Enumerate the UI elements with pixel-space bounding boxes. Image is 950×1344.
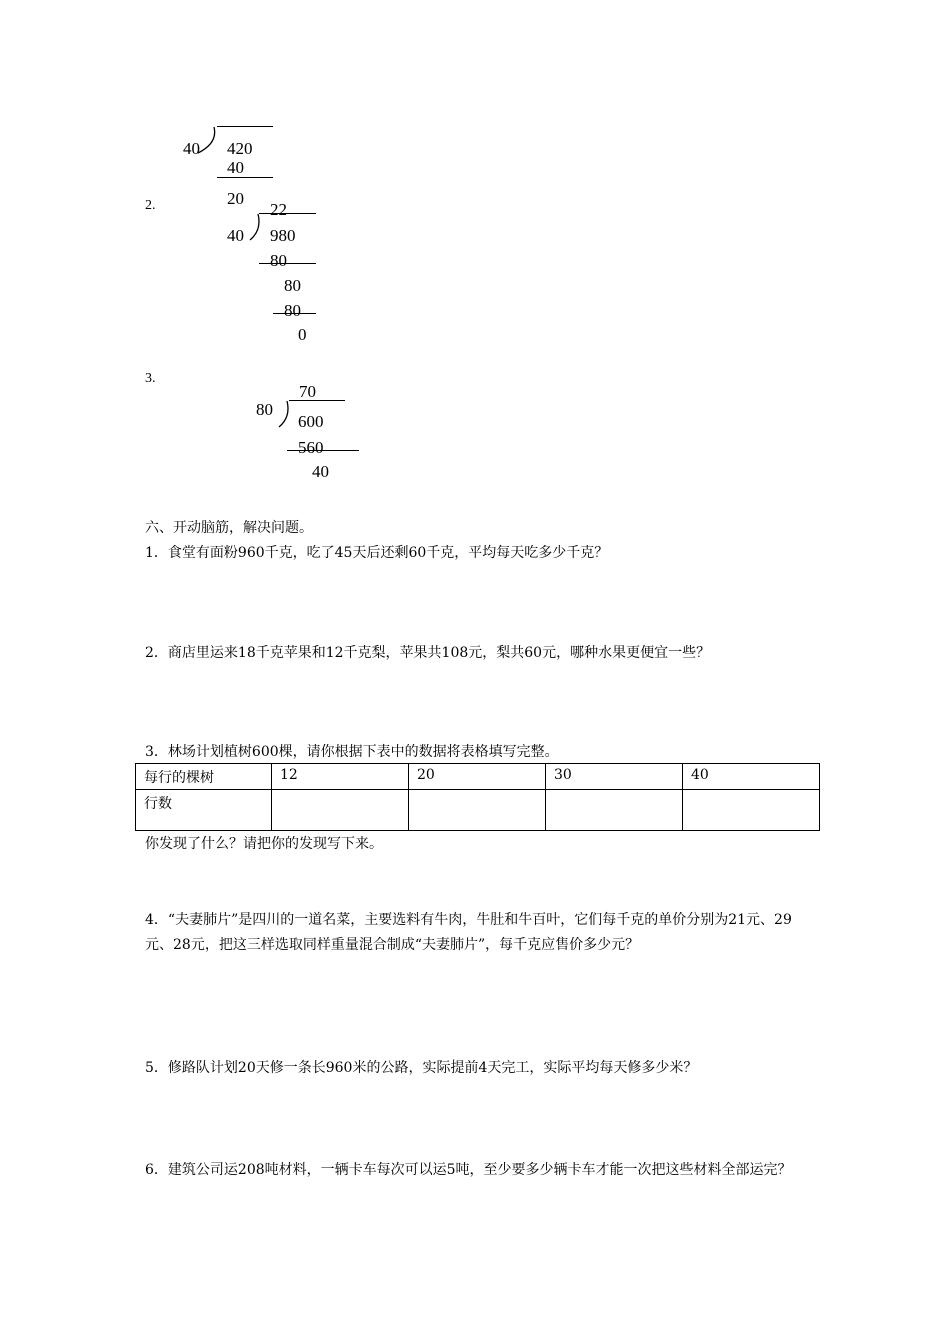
division-1-dividend: 420	[227, 139, 253, 158]
division-3-divisor: 80	[256, 400, 273, 419]
division-3-label: 3.	[145, 371, 156, 386]
table-cell-header: 行数	[136, 790, 272, 831]
question-4: 4．“夫妻肺片”是四川的一道名菜，主要选料有牛肉，牛肚和牛百叶，它们每千克的单价分别为21元、29元、28元，把这三样选取同样重量混合制成“夫妻肺片”，每千克应售价多少元？	[145, 912, 792, 953]
division-3-dividend: 600	[298, 412, 324, 431]
division-2-subtract-1: 80	[270, 251, 287, 270]
question-1: 1．食堂有面粉960千克，吃了45天后还剩60千克，平均每天吃多少千克？	[145, 545, 609, 561]
table-cell: 12	[272, 764, 409, 790]
table-cell-blank[interactable]	[683, 790, 820, 831]
division-2-result: 0	[298, 325, 307, 344]
division-1-sub-line	[217, 177, 273, 178]
table-row	[136, 790, 820, 831]
table-row	[136, 764, 820, 790]
table-cell: 20	[409, 764, 546, 790]
table-cell: 40	[683, 764, 820, 790]
question-3-followup: 你发现了什么？请把你的发现写下来。	[145, 836, 383, 852]
division-3-bracket	[277, 401, 293, 431]
table-cell-blank[interactable]	[409, 790, 546, 831]
planting-table	[135, 763, 820, 831]
question-6: 6．建筑公司运208吨材料，一辆卡车每次可以运5吨，至少要多少辆卡车才能一次把这些材料全部运完？	[145, 1162, 792, 1178]
division-1-remainder: 20	[227, 189, 244, 208]
division-2-remainder-1: 80	[284, 276, 301, 295]
division-3-remainder: 40	[312, 462, 329, 481]
question-2: 2．商店里运来18千克苹果和12千克梨，苹果共108元，梨共60元，哪种水果更便宜一些？	[145, 645, 711, 661]
division-2-quotient: 22	[270, 200, 287, 219]
division-3-subtract: 560	[298, 438, 324, 457]
table-cell-blank[interactable]	[272, 790, 409, 831]
division-3-top-bar	[289, 400, 345, 401]
division-1-subtract: 40	[227, 158, 244, 177]
division-1-top-bar	[217, 126, 273, 127]
division-2-dividend: 980	[270, 226, 296, 245]
question-5: 5．修路队计划20天修一条长960米的公路，实际提前4天完工，实际平均每天修多少米？	[145, 1060, 698, 1076]
division-2-divisor: 40	[227, 226, 244, 245]
table-cell: 30	[546, 764, 683, 790]
division-3-sub-line	[287, 450, 359, 451]
section-heading: 六、开动脑筋，解决问题。	[145, 520, 313, 536]
question-3: 3．林场计划植树600棵，请你根据下表中的数据将表格填写完整。	[145, 744, 559, 760]
table-cell-blank[interactable]	[546, 790, 683, 831]
division-3-quotient: 70	[299, 382, 316, 401]
division-2-sub-line-1	[259, 263, 316, 264]
division-2-top-bar	[259, 213, 316, 214]
division-2-label: 2.	[145, 198, 156, 213]
table-cell-header: 每行的棵树	[136, 764, 272, 790]
division-2-sub-line-2	[273, 313, 316, 314]
division-2-subtract-2: 80	[284, 301, 301, 320]
division-2-bracket	[248, 214, 264, 244]
division-1-divisor: 40	[183, 139, 200, 158]
